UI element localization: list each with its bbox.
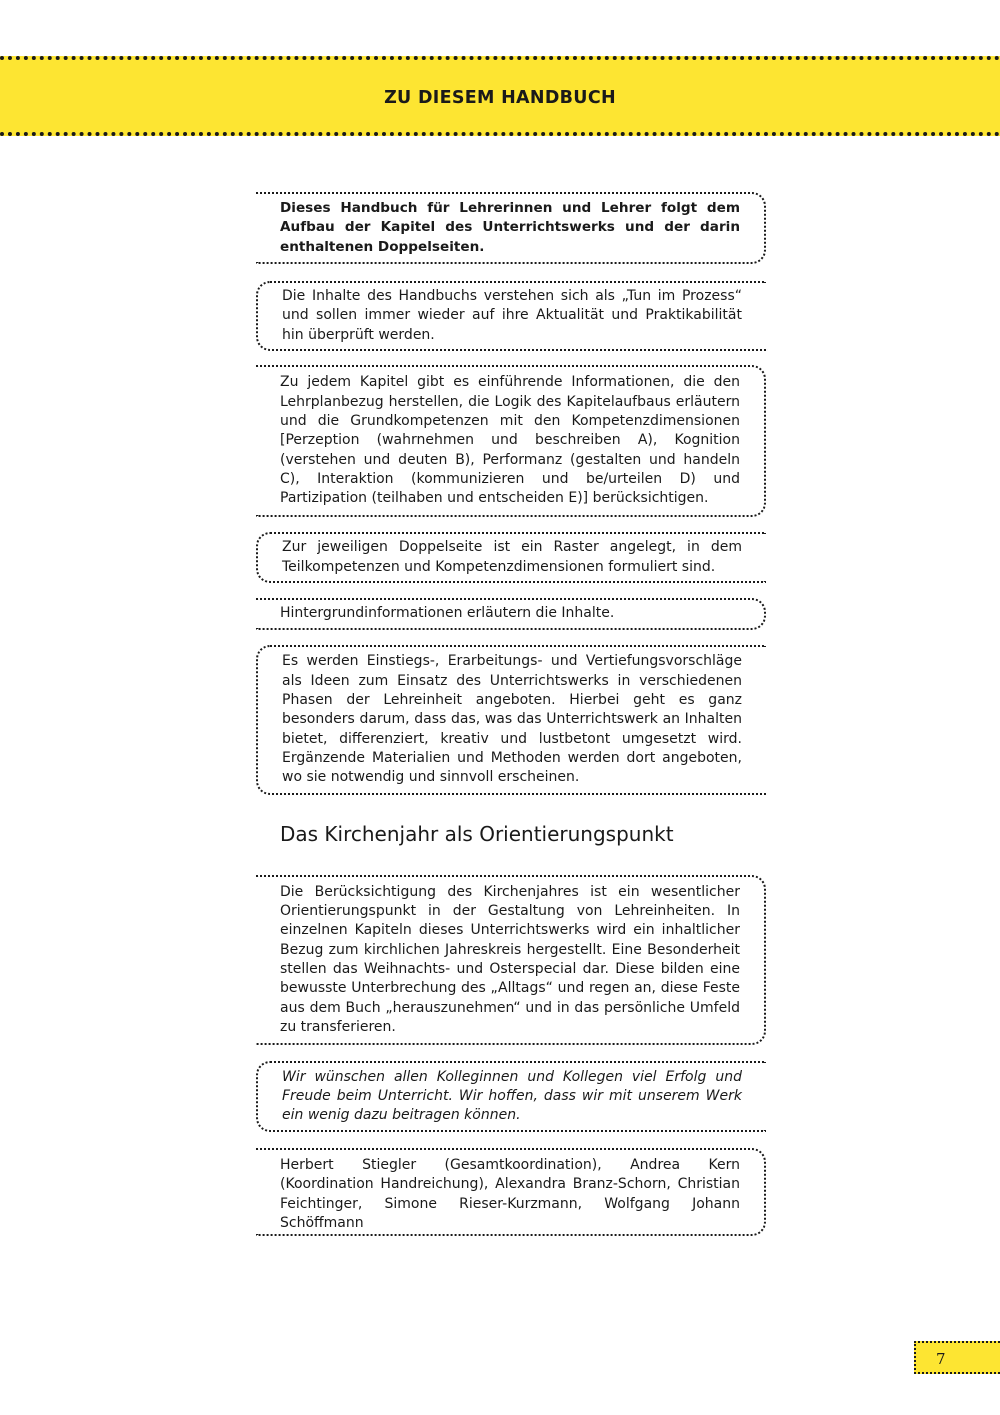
- paragraph-chapters: Zu jedem Kapitel gibt es einführende Informationen, die den Lehrplanbezug herstellen, die Logik des Kapitelaufbaus erläutern und die Grundkompetenzen mit den Kompetenzdimensionen [Perzeption (wahrnehmen und beschreiben A), Kognition (verstehen und deuten B), Performanz (gestalten und handeln C), Interaktion (kommunizieren und be/urteilen D) und Partizipation (teilhaben und entscheiden E)] berücksichtigen.: [280, 374, 740, 507]
- info-box-wish: [256, 1061, 766, 1132]
- paragraph-wish: Wir wünschen allen Kolleginnen und Kollegen viel Erfolg und Freude beim Unterricht. Wir hoffen, dass wir mit unserem Werk ein wenig dazu beitragen können.: [282, 1068, 742, 1124]
- paragraph-double-page: Zur jeweiligen Doppelseite ist ein Raster angelegt, in dem Teilkompetenzen und Kompetenzdimensionen formuliert sind.: [282, 539, 742, 575]
- paragraph-handbook-structure: Dieses Handbuch für Lehrerinnen und Lehrer folgt dem Aufbau der Kapitel des Unterrichtswerks und der darin enthaltenen Doppelseiten.: [280, 200, 740, 255]
- section-heading: Das Kirchenjahr als Orientierungspunkt: [280, 822, 674, 846]
- paragraph-authors: Herbert Stiegler (Gesamtkoordination), Andrea Kern (Koordination Handreichung), Alexandra Branz-Schorn, Christian Feichtinger, Simone Rieser-Kurzmann, Wolfgang Johann Schöffmann: [280, 1157, 740, 1231]
- info-box-chapters: [256, 365, 766, 517]
- info-box-authors: [256, 1148, 766, 1236]
- paragraph-background: Hintergrundinformationen erläutern die Inhalte.: [280, 605, 615, 622]
- info-box-church-year: [256, 875, 766, 1045]
- info-box-handbook-structure: [256, 192, 766, 264]
- header-banner: [0, 56, 1000, 136]
- paragraph-suggestions: Es werden Einstiegs-, Erarbeitungs- und Vertiefungsvorschläge als Ideen zum Einsatz des Unterrichtswerks in verschiedenen Phasen der Lehreinheit angeboten. Hierbei geht es ganz besonders darum, dass das, was das Unterrichtswerk an Inhalten bietet, differenziert, kreativ und lustbetont umgesetzt wird. Ergänzende Materialien und Methoden werden dort angeboten, wo sie notwendig und sinnvoll erscheinen.: [282, 653, 742, 786]
- info-box-suggestions: [256, 645, 766, 795]
- info-box-double-page: [256, 532, 766, 583]
- info-box-background: [256, 598, 766, 630]
- info-box-process: [256, 281, 766, 351]
- paragraph-process: Die Inhalte des Handbuchs verstehen sich als „Tun im Prozess“ und sollen immer wieder auf ihre Aktualität und Praktikabilität hin überprüft werden.: [282, 288, 742, 343]
- paragraph-church-year: Die Berücksichtigung des Kirchenjahres ist ein wesentlicher Orientierungspunkt in der Gestaltung von Lehreinheiten. In einzelnen Kapiteln dieses Unterrichtswerks wird ein inhaltlicher Bezug zum kirchlichen Jahreskreis hergestellt. Eine Besonderheit stellen das Weihnachts- und Osterspecial dar. Diese bilden eine bewusste Unterbrechung des „Alltags“ und regen an, diese Feste aus dem Buch „herauszunehmen“ und in das persönliche Umfeld zu transferieren.: [280, 883, 740, 1035]
- page-title: ZU DIESEM HANDBUCH: [384, 88, 616, 108]
- page-number-box: [914, 1341, 1000, 1374]
- page-number: 7: [936, 1350, 946, 1368]
